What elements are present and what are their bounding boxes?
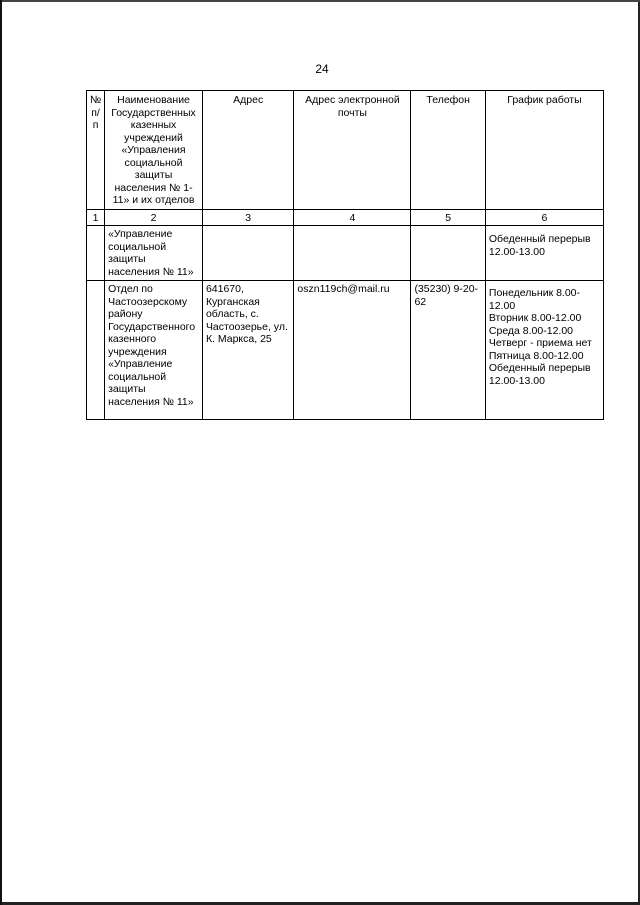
table-header-row [87,91,604,210]
page-number: 24 [315,62,329,76]
column-numbers-row [87,209,604,226]
header-schedule: График работы [485,91,603,210]
column-number: 6 [485,209,603,226]
institutions-table [86,90,604,420]
institution-address: 641670, Курганская область, с. Частоозерье, ул. К. Маркса, 25 [202,281,293,420]
schedule-line: Среда 8.00-12.00 [488,324,574,337]
column-number: 2 [105,209,203,226]
institution-phone [411,226,485,281]
row-number [87,281,105,420]
column-number: 4 [294,209,411,226]
institution-email: oszn119ch@mail.ru [294,281,411,420]
schedule-line: Пятница 8.00-12.00 [488,349,584,362]
institution-name: «Управление социальной защиты населения № 11» [105,226,203,281]
header-phone: Телефон [411,91,485,210]
header-email: Адрес электронной почты [294,91,411,210]
schedule-line: Обеденный перерыв 12.00-13.00 [488,362,591,387]
institution-email [294,226,411,281]
header-number: № п/п [87,91,105,210]
schedule-line: Четверг - приема нет [488,337,592,349]
schedule-line: Вторник 8.00-12.00 [488,312,582,324]
column-number: 5 [411,209,485,226]
header-name: Наименование Государственных казенных учреждений «Управления социальной защиты населения № 1-11» и их отделов [105,91,203,210]
column-number: 1 [87,209,105,226]
institution-name: Отдел по Частоозерскому району Государственного казенного учреждения «Управление социальной защиты населения № 11» [105,281,203,420]
header-address: Адрес [202,91,293,210]
column-number: 3 [202,209,293,226]
table-row [87,281,604,420]
table-row [87,226,604,281]
institution-schedule [485,226,603,281]
scan-top-edge [2,0,640,2]
schedule-line: Обеденный перерыв 12.00-13.00 [488,233,591,258]
institution-schedule [485,281,603,420]
institution-address [202,226,293,281]
schedule-line: Понедельник 8.00-12.00 [488,287,581,312]
institution-phone: (35230) 9-20-62 [411,281,485,420]
row-number [87,226,105,281]
